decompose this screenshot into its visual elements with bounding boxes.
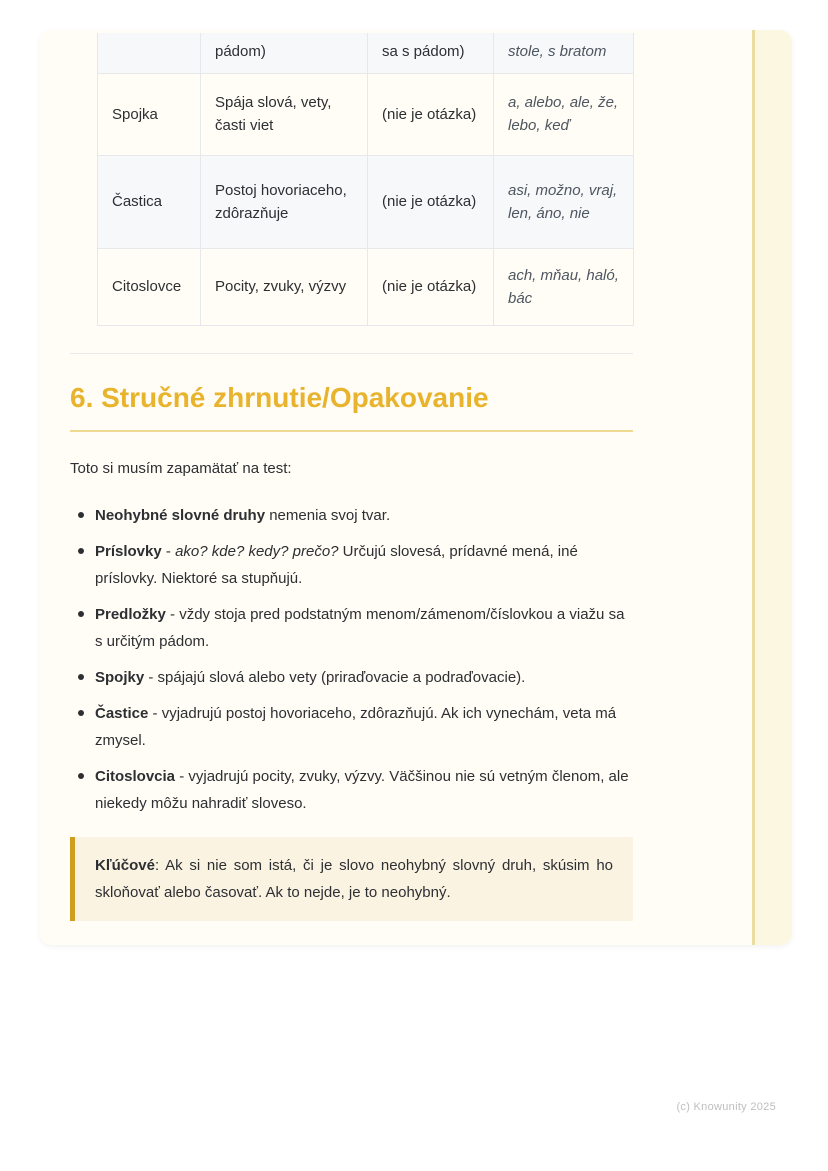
key-callout <box>70 837 633 921</box>
table-row <box>98 33 634 73</box>
text-segment: Príslovky <box>95 542 162 560</box>
table-cell-word: Častica <box>98 155 201 248</box>
table-cell-word <box>98 33 201 73</box>
text-segment: Neohybné slovné druhy <box>95 506 266 524</box>
table-row <box>98 73 634 155</box>
page-edge-stripe <box>752 30 792 945</box>
text-segment: Predložky <box>95 605 166 623</box>
word-classes-table <box>97 33 634 326</box>
table-body <box>98 33 634 325</box>
table-cell-examples: ach, mňau, haló, bác <box>494 248 634 325</box>
summary-item <box>70 664 633 691</box>
page-content <box>70 30 633 921</box>
table-cell-question: (nie je otázka) <box>368 73 494 155</box>
text-segment: Kľúčové <box>95 856 155 874</box>
table-cell-desc: Postoj hovoriaceho, zdôrazňuje <box>201 155 368 248</box>
intro-text: Toto si musím zapamätať na test: <box>70 459 292 477</box>
table-cell-examples: asi, možno, vraj, len, áno, nie <box>494 155 634 248</box>
section-divider <box>70 353 633 354</box>
table-cell-word: Spojka <box>98 73 201 155</box>
table-cell-examples: a, alebo, ale, že, lebo, keď <box>494 73 634 155</box>
table-cell-question: sa s pádom) <box>368 33 494 73</box>
grammar-table <box>97 33 633 326</box>
text-segment: - vyjadrujú postoj hovoriaceho, zdôrazňujú. Ak ich vynechám, veta má zmysel. <box>95 704 617 749</box>
table-row <box>98 248 634 325</box>
text-segment: - spájajú slová alebo vety (priraďovacie a podraďovacie). <box>144 668 526 686</box>
text-segment: Citoslovcia <box>95 767 176 785</box>
text-segment: : Ak si nie som istá, či je slovo neohybný slovný druh, skúsim ho skloňovať alebo časovať. Ak to nejde, je to neohybný. <box>95 856 613 901</box>
text-segment: Spojky <box>95 668 145 686</box>
summary-item <box>70 538 633 592</box>
text-segment: - vyjadrujú pocity, zvuky, výzvy. Väčšinou nie sú vetným členom, ale niekedy môžu nahradiť sloveso. <box>95 767 629 812</box>
text-segment: - vždy stoja pred podstatným menom/zámenom/číslovkou a viažu sa s určitým pádom. <box>95 605 625 650</box>
summary-list <box>70 502 633 817</box>
summary-item <box>70 601 633 655</box>
text-segment: Častice <box>95 704 149 722</box>
section-heading: 6. Stručné zhrnutie/Opakovanie <box>70 380 633 432</box>
table-cell-examples: stole, s bratom <box>494 33 634 73</box>
table-cell-question: (nie je otázka) <box>368 248 494 325</box>
table-cell-question: (nie je otázka) <box>368 155 494 248</box>
text-segment: ako? kde? kedy? prečo? <box>175 542 339 560</box>
table-cell-desc: Spája slová, vety, časti viet <box>201 73 368 155</box>
summary-item <box>70 763 633 817</box>
summary-item <box>70 700 633 754</box>
table-cell-word: Citoslovce <box>98 248 201 325</box>
document-page <box>40 30 792 945</box>
callout-text <box>95 852 613 906</box>
text-segment: Určujú slovesá, prídavné mená, iné príslovky. Niektoré sa stupňujú. <box>95 542 578 587</box>
table-row <box>98 155 634 248</box>
copyright-footer: (c) Knowunity 2025 <box>676 1101 776 1113</box>
text-segment: - <box>161 542 176 560</box>
table-cell-desc: pádom) <box>201 33 368 73</box>
summary-item <box>70 502 633 529</box>
text-segment: nemenia svoj tvar. <box>265 506 391 524</box>
table-cell-desc: Pocity, zvuky, výzvy <box>201 248 368 325</box>
